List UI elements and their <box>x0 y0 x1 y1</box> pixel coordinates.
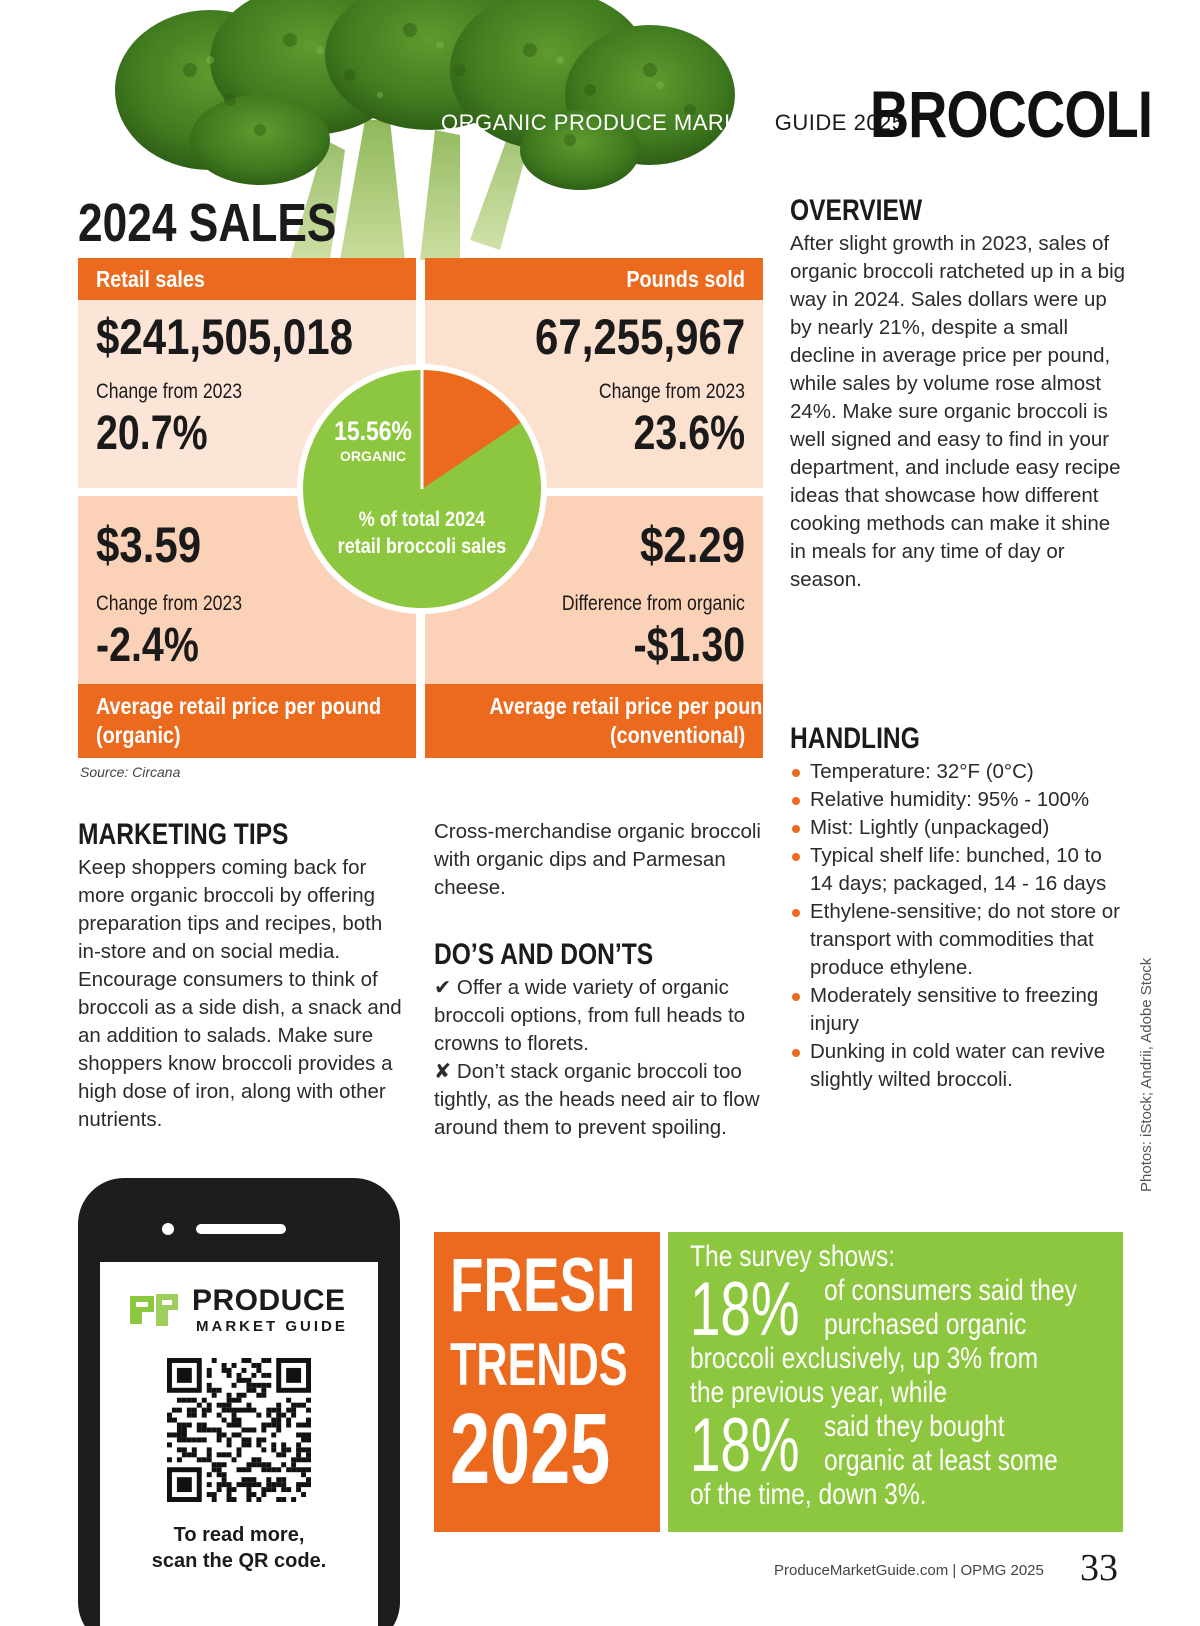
phone-camera <box>162 1223 174 1235</box>
handling-item: Temperature: 32°F (0°C) <box>790 758 1120 786</box>
conventional-price-change-label: Difference from organic <box>561 592 745 615</box>
survey-stat1-line4: the previous year, while <box>690 1376 948 1409</box>
pie-percentage-label: ORGANIC <box>339 448 407 464</box>
survey-box <box>668 1232 1123 1532</box>
overview-heading: OVERVIEW <box>790 194 923 227</box>
pounds-sold-change-label: Change from 2023 <box>598 380 745 403</box>
fresh-trends-year: 2025 <box>450 1393 611 1505</box>
survey-stat2-line2: organic at least some <box>824 1444 1058 1477</box>
handling-heading: HANDLING <box>790 722 920 755</box>
handling-item: Mist: Lightly (unpackaged) <box>790 814 1120 842</box>
dos-donts-heading: DO’S AND DON’TS <box>434 938 654 971</box>
handling-item: Dunking in cold water can revive slightly wilted broccoli. <box>790 1038 1120 1094</box>
fresh-trends-box <box>434 1232 660 1532</box>
survey-stat2-line3: of the time, down 3%. <box>690 1478 927 1511</box>
organic-price-value: $3.59 <box>96 517 202 573</box>
footer-site: ProduceMarketGuide.com | OPMG 2025 <box>774 1562 1044 1579</box>
marketing-heading: MARKETING TIPS <box>78 818 289 851</box>
survey-intro: The survey shows: <box>690 1240 896 1273</box>
survey-stat1-line3: broccoli exclusively, up 3% from <box>690 1342 1039 1375</box>
do-text: Offer a wide variety of organic broccoli options, from full heads to crowns to florets. <box>434 976 746 1055</box>
phone-screen <box>100 1262 378 1626</box>
source-note: Source: Circana <box>80 764 181 780</box>
photo-credit: Photos: iStock; Andrii, Adobe Stock <box>1138 957 1155 1192</box>
fresh-trends-word2: TRENDS <box>450 1331 628 1398</box>
marketing-text: Keep shoppers coming back for more organic broccoli by offering preparation tips and recipes, both in-store and on social media. Encourage consumers to think of broccoli as a side dish, a snack and an addition to salads. Make sure shoppers know broccoli provides a high dose of iron, along with other nutrients. <box>78 856 402 1131</box>
survey-stat1-line2: purchased organic <box>824 1308 1027 1341</box>
survey-stat2-line1: said they bought <box>824 1410 1005 1443</box>
pounds-sold-bar: Pounds sold <box>425 258 763 300</box>
overview-text: After slight growth in 2023, sales of organic broccoli ratcheted up in a big way in 2024. Sales dollars were up by nearly 21%, despite a small decline in average price per pound, while sales by volume rose almost 24%. Make sure organic broccoli is well signed and easy to find in your department, and include easy recipe ideas that showcase how different cooking methods can make it shine in meals for any time of day or season. <box>790 232 1126 591</box>
pie-caption: % of total 2024 retail broccoli sales <box>337 508 507 558</box>
survey-stat2-value: 18% <box>690 1403 800 1488</box>
conventional-price-bar: Average retail price per pound (conventional) <box>425 684 763 758</box>
dont-text: Don’t stack organic broccoli too tightly, as the heads need air to flow around them to prevent spoiling. <box>434 1060 760 1139</box>
handling-list <box>790 758 1120 1094</box>
handling-item: Relative humidity: 95% - 100% <box>790 786 1120 814</box>
fresh-trends-word1: FRESH <box>450 1243 636 1328</box>
page-number: 33 <box>1080 1547 1118 1589</box>
handling-item: Ethylene-sensitive; do not store or transport with commodities that produce ethylene. <box>790 898 1120 982</box>
pounds-sold-value: 67,255,967 <box>534 309 745 365</box>
organic-price-change-value: -2.4% <box>96 619 199 672</box>
organic-price-change-label: Change from 2023 <box>96 592 243 615</box>
conventional-price-change-value: -$1.30 <box>633 619 745 672</box>
guide-label: ORGANIC PRODUCE MARKET GUIDE 2025 <box>441 110 905 135</box>
survey-stat1-line1: of consumers said they <box>824 1274 1077 1307</box>
organic-share-pie <box>297 364 547 614</box>
cross-merchandise-text: Cross-merchandise organic broccoli with organic dips and Parmesan cheese. <box>434 820 761 899</box>
conventional-price-value: $2.29 <box>639 517 745 573</box>
page-title: BROCCOLI <box>870 77 1153 151</box>
pounds-sold-change-value: 23.6% <box>633 407 745 460</box>
handling-item: Typical shelf life: bunched, 10 to 14 days; packaged, 14 - 16 days <box>790 842 1120 898</box>
cross-icon: ✘ <box>434 1060 452 1083</box>
retail-sales-value: $241,505,018 <box>96 309 353 365</box>
retail-sales-change-value: 20.7% <box>96 407 208 460</box>
check-icon: ✔ <box>434 976 452 999</box>
handling-item: Moderately sensitive to freezing injury <box>790 982 1120 1038</box>
dos-donts-text <box>434 974 764 1142</box>
pie-percentage: 15.56% <box>334 416 412 446</box>
pmg-logo-icon <box>126 1286 182 1334</box>
qr-code[interactable] <box>167 1358 311 1502</box>
phone-speaker <box>196 1224 286 1234</box>
retail-sales-change-label: Change from 2023 <box>96 380 243 403</box>
retail-sales-bar: Retail sales <box>78 258 416 300</box>
brand-name: PRODUCE <box>192 1284 346 1317</box>
brand-subtitle: MARKET GUIDE <box>196 1318 348 1335</box>
survey-stat1-value: 18% <box>690 1267 800 1352</box>
phone-illustration <box>78 1178 400 1626</box>
qr-caption: To read more, scan the QR code. <box>151 1524 327 1572</box>
sales-heading: 2024 SALES <box>78 193 337 253</box>
organic-price-bar: Average retail price per pound (organic) <box>78 684 416 758</box>
